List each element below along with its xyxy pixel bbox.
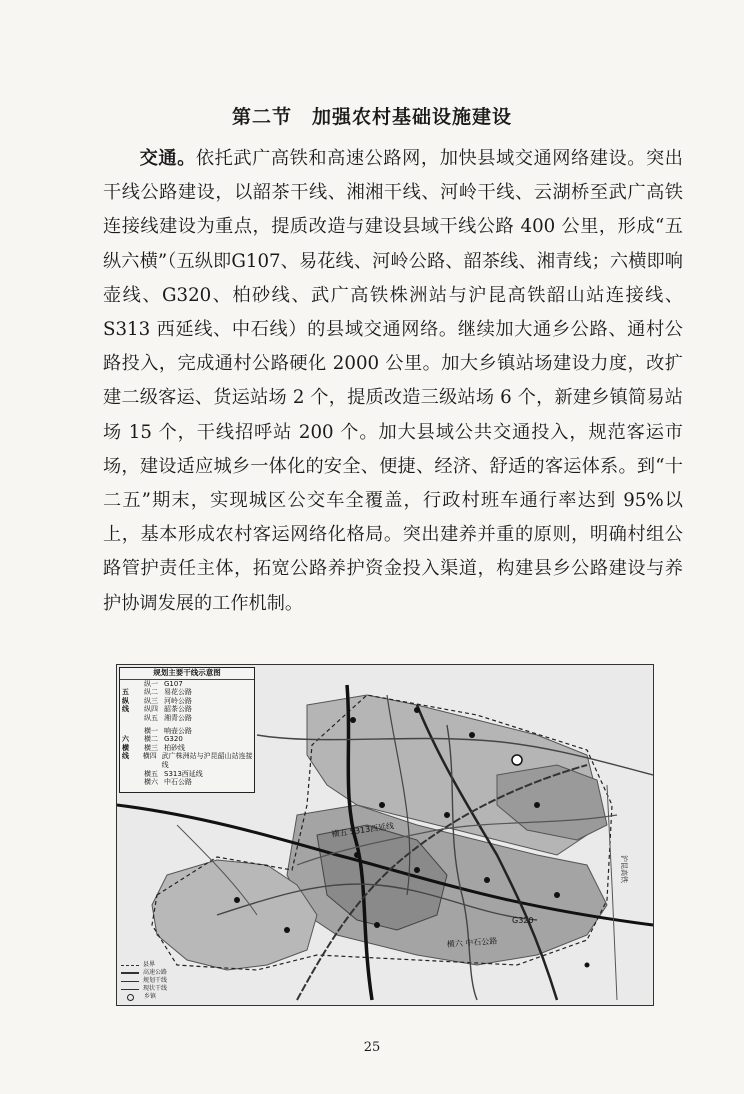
line-symbol-icon xyxy=(121,989,139,990)
legend-key: 纵二 xyxy=(144,688,158,697)
legend-group: 五 xyxy=(122,688,129,697)
legend-key: 纵四 xyxy=(144,705,158,714)
town-marker xyxy=(284,927,290,933)
legend-key: 横五 xyxy=(144,769,158,778)
bottom-legend-row xyxy=(121,961,191,969)
legend-group xyxy=(122,770,144,779)
legend-road-name: 柏砂线 xyxy=(164,743,185,752)
legend-road-name: S313西延线 xyxy=(164,769,203,778)
legend-row xyxy=(120,680,254,689)
legend-group: 线 xyxy=(122,705,129,714)
legend-rows xyxy=(120,680,254,787)
town-marker xyxy=(374,922,380,928)
line-symbol-icon xyxy=(121,981,139,982)
road-right-vertical xyxy=(607,785,617,1000)
legend-road-name: 河岭公路 xyxy=(164,696,192,705)
bottom-legend-row xyxy=(121,977,191,985)
legend-road-name: 中石公路 xyxy=(164,778,192,787)
town-marker xyxy=(444,812,450,818)
legend-road-name: 响壶公路 xyxy=(164,726,192,735)
label-g320: G320 xyxy=(512,916,534,925)
legend-key: 纵一 xyxy=(144,679,158,688)
legend-road-name: 武广株洲站与沪昆韶山站连接线 xyxy=(161,752,253,769)
legend-group xyxy=(122,727,144,736)
legend-row xyxy=(120,688,254,697)
legend-road-name: 湘青公路 xyxy=(164,713,192,722)
line-symbol-icon xyxy=(121,965,139,966)
legend-row xyxy=(120,778,254,787)
bottom-legend-label: 县界 xyxy=(143,961,156,968)
bottom-legend-label: 规划干线 xyxy=(143,977,168,984)
section-title: 第二节 加强农村基础设施建设 xyxy=(231,106,512,128)
transport-paragraph xyxy=(103,142,683,621)
legend-key: 纵五 xyxy=(144,713,158,722)
legend-key: 横四 xyxy=(142,752,157,761)
legend-group: 线 xyxy=(122,752,129,761)
town-marker xyxy=(414,867,420,873)
map-legend xyxy=(119,667,255,793)
bottom-legend-row xyxy=(121,985,191,993)
legend-key: 横三 xyxy=(144,743,158,752)
legend-key: 横六 xyxy=(144,778,158,787)
legend-road-name: G320 xyxy=(164,735,183,744)
legend-row xyxy=(120,714,254,723)
line-symbol-icon xyxy=(121,972,139,974)
town-marker xyxy=(414,707,420,713)
city-marker xyxy=(512,755,522,765)
legend-key: 横二 xyxy=(144,735,158,744)
town-marker xyxy=(350,717,356,723)
bottom-legend-label: 乡镇 xyxy=(144,993,157,1000)
town-marker xyxy=(469,732,475,738)
legend-road-name: 易花公路 xyxy=(164,688,192,697)
legend-row xyxy=(120,752,254,769)
bottom-legend-row xyxy=(121,969,191,977)
label-right-rail: 沪昆高铁 xyxy=(620,855,628,883)
legend-road-name: G107 xyxy=(164,679,183,688)
bottom-legend-row xyxy=(121,993,191,1001)
legend-row xyxy=(120,735,254,744)
legend-title: 规划主要干线示意图 xyxy=(120,668,254,680)
legend-row xyxy=(120,770,254,779)
map-bottom-legend xyxy=(121,961,191,1001)
bottom-legend-label: 现状干线 xyxy=(143,985,168,992)
town-marker xyxy=(585,963,590,968)
legend-road-name: 韶茶公路 xyxy=(164,705,192,714)
town-marker xyxy=(354,852,360,858)
town-marker xyxy=(234,897,240,903)
road-network-map xyxy=(116,664,654,1006)
label-s313: 横五 S313西延线 xyxy=(331,821,395,839)
paragraph-text: 依托武广高铁和高速公路网，加快县域交通网络建设。突出干线公路建设，以韶茶干线、湘湘干线、河岭干线、云湖桥至武广高铁连接线建设为重点，提质改造与建设县域干线公路 400 公里，形成“五纵六横”（五纵即G107、易花线、河岭公路、韶茶线、湘青线；六横即响壶线、G320、柏砂线、武广高铁株洲站与沪昆高铁韶山站连接线、S313 西延线、中石线）的县域交通网络。继续加大通乡公路、通村公路投入，完成通村公路硬化 2000 公里。加大乡镇站场建设力度，改扩建二级客运、货运站场 2 个，提质改造三级站场 6 个，新建乡镇简易站场 15 个，干线招呼站 200 个。加大县域公共交通投入，规范客运市场，建设适应城乡一体化的安全、便捷、经济、舒适的客运体系。到“十二五”期末，实现城区公交车全覆盖，行政村班车通行率达到 95%以上，基本形成农村客运网络化格局。突出建养并重的原则，明确村组公路管护责任主体，拓宽公路养护资金投入渠道，构建县乡公路建设与养护协调发展的工作机制。 xyxy=(103,148,683,614)
legend-row xyxy=(120,727,254,736)
legend-group: 横 xyxy=(122,743,129,752)
page-number: 25 xyxy=(363,1040,381,1055)
paragraph-lead: 交通。 xyxy=(139,148,196,169)
legend-key: 纵三 xyxy=(144,696,158,705)
town-marker xyxy=(534,802,540,808)
bottom-legend-label: 高速公路 xyxy=(143,969,168,976)
legend-group xyxy=(122,714,144,723)
label-h6: 横六 中石公路 xyxy=(446,936,498,949)
legend-group: 纵 xyxy=(122,696,129,705)
legend-key: 横一 xyxy=(144,726,158,735)
legend-group: 六 xyxy=(122,735,129,744)
town-marker xyxy=(379,802,385,808)
legend-row xyxy=(120,705,254,714)
town-marker xyxy=(554,892,560,898)
legend-group xyxy=(122,680,144,689)
town-marker xyxy=(484,877,490,883)
legend-group xyxy=(122,778,144,787)
town-symbol-icon xyxy=(127,994,134,1001)
